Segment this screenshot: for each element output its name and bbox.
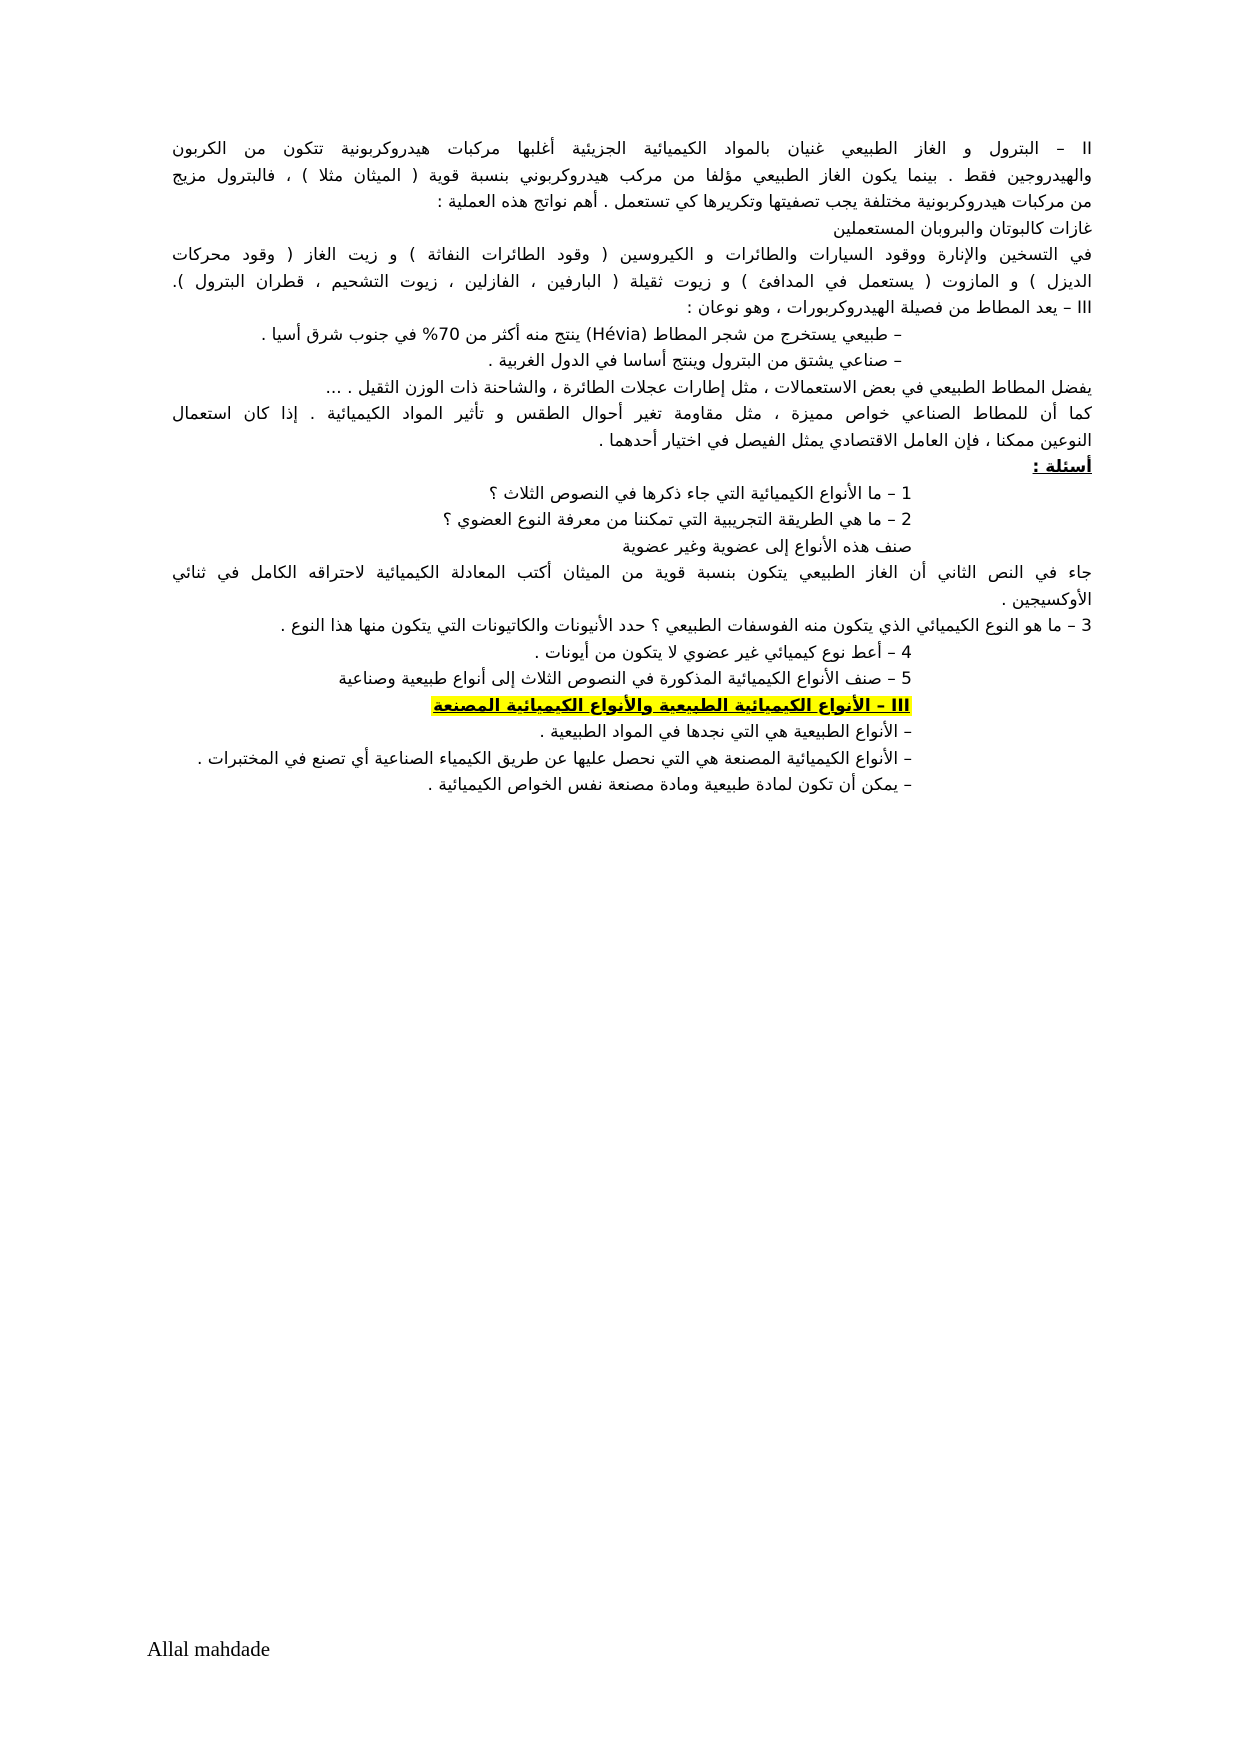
list-item: – الأنواع الكيميائية المصنعة هي التي نحصل عليها عن طريق الكيمياء الصناعية أي تصنع في المختبرات . [196,748,912,769]
section-heading: III – يعد المطاط من فصيلة الهيدروكربورات ، وهو نوعان : [686,298,1092,318]
paragraph-line: II – البترول و الغاز الطبيعي غنيان بالمواد الكيميائية الجزيئية أغلبها مركبات هيدروكربونية تتكون من الكربون [172,139,1092,159]
paragraph-line: والهيدروجين فقط . بينما يكون الغاز الطبيعي مؤلفا من مركب هيدروكربوني بنسبة قوية ( الميثان مثلا ) ، فالبترول مزيج [172,165,1092,186]
question-item: 2 – ما هي الطريقة التجريبية التي تمكننا من معرفة النوع العضوي ؟ [442,510,912,530]
page-footer: Allal mahdade [147,1637,271,1661]
paragraph-line: يفضل المطاط الطبيعي في بعض الاستعمالات ، مثل إطارات عجلات الطائرة ، والشاحنة ذات الوزن الثقيل . ... [325,377,1092,398]
questions-heading: أسئلة : [1032,457,1092,477]
paragraph-line: غازات كالبوتان والبروبان المستعملين [833,218,1092,239]
question-item: جاء في النص الثاني أن الغاز الطبيعي يتكون بنسبة قوية من الميثان أكتب المعادلة الكيميائية لاحتراقه الكامل في ثنائي [172,563,1092,583]
document-body [172,136,1092,799]
question-item: الأوكسيجين . [1001,589,1092,610]
question-item: 4 – أعط نوع كيميائي غير عضوي لا يتكون من أيونات . [534,642,912,663]
list-item: – الأنواع الطبيعية هي التي نجدها في المواد الطبيعية . [539,722,912,742]
question-item: صنف هذه الأنواع إلى عضوية وغير عضوية [622,536,912,557]
list-item: – يمكن أن تكون لمادة طبيعية ومادة مصنعة نفس الخواص الكيميائية . [427,775,912,795]
question-item: 3 – ما هو النوع الكيميائي الذي يتكون منه الفوسفات الطبيعي ؟ حدد الأنيونات والكاتيونات التي يتكون منها هذا النوع . [280,616,1092,636]
highlighted-section-heading: III – الأنواع الكيميائية الطبيعية والأنواع الكيميائية المصنعة [433,695,910,716]
paragraph-line: النوعين ممكنا ، فإن العامل الاقتصادي يمثل الفيصل في اختيار أحدهما . [598,430,1092,451]
list-item: – طبيعي يستخرج من شجر المطاط (Hévia) ينتج منه أكثر من 70% في جنوب شرق أسيا . [260,324,902,345]
paragraph-line: في التسخين والإنارة ووقود السيارات والطائرات و الكيروسين ( وقود الطائرات النفاثة ) و زيت الغاز ( وقود محركات [172,245,1092,265]
paragraph-line: من مركبات هيدروكربونية مختلفة يجب تصفيتها وتكريرها كي تستعمل . أهم نواتج هذه العملية : [436,192,1092,212]
paragraph-line: الديزل ) و المازوت ( يستعمل في المدافئ ) و زيوت ثقيلة ( البارفين ، الفازلين ، زيوت التشحيم ، قطران البترول ). [172,271,1092,292]
list-item: – صناعي يشتق من البترول وينتج أساسا في الدول الغربية . [487,351,902,371]
question-item: 5 – صنف الأنواع الكيميائية المذكورة في النصوص الثلاث إلى أنواع طبيعية وصناعية [338,669,912,689]
question-item: 1 – ما الأنواع الكيميائية التي جاء ذكرها في النصوص الثلاث ؟ [488,483,912,504]
paragraph-line: كما أن للمطاط الصناعي خواص مميزة ، مثل مقاومة تغير أحوال الطقس و تأثير المواد الكيميائية . إذا كان استعمال [172,404,1092,424]
